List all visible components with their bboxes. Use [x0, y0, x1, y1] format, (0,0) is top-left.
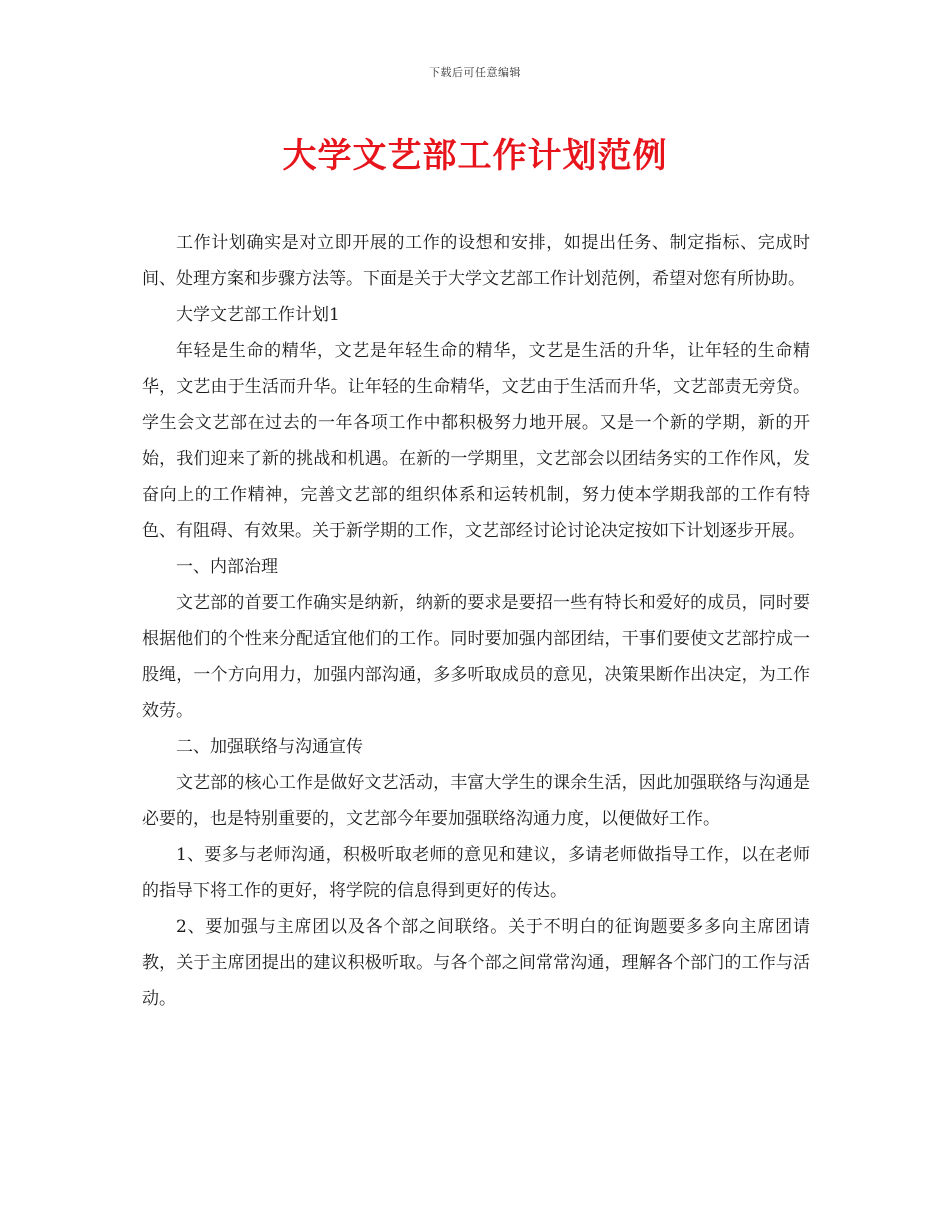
- document-title: 大学文艺部工作计划范例: [282, 136, 668, 176]
- body-paragraph: 文艺部的首要工作确实是纳新，纳新的要求是要招一些有特长和爱好的成员，同时要根据他们的个性来分配适宜他们的工作。同时要加强内部团结，干事们要使文艺部拧成一股绳，一个方向用力，加强内部沟通，多多听取成员的意见，决策果断作出决定，为工作效劳。: [142, 593, 810, 721]
- header-note: 下载后可任意编辑: [429, 66, 521, 79]
- list-item: 1、要多与老师沟通，积极听取老师的意见和建议，多请老师做指导工作，以在老师的指导下将工作的更好，将学院的信息得到更好的传达。: [142, 845, 810, 901]
- section-heading-internal-management: 一、内部治理: [176, 557, 278, 577]
- list-item: 2、要加强与主席团以及各个部之间联络。关于不明白的征询题要多多向主席团请教，关于主席团提出的建议积极听取。与各个部之间常常沟通，理解各个部门的工作与活动。: [142, 917, 810, 1009]
- intro-paragraph: 工作计划确实是对立即开展的工作的设想和安排，如提出任务、制定指标、完成时间、处理方案和步骤方法等。下面是关于大学文艺部工作计划范例，希望对您有所协助。: [142, 233, 810, 289]
- body-paragraph: 年轻是生命的精华，文艺是年轻生命的精华，文艺是生活的升华，让年轻的生命精华，文艺由于生活而升华。让年轻的生命精华，文艺由于生活而升华，文艺部责无旁贷。学生会文艺部在过去的一年各项工作中都积极努力地开展。又是一个新的学期，新的开始，我们迎来了新的挑战和机遇。在新的一学期里，文艺部会以团结务实的工作作风，发奋向上的工作精神，完善文艺部的组织体系和运转机制，努力使本学期我部的工作有特色、有阻碍、有效果。关于新学期的工作，文艺部经讨论讨论决定按如下计划逐步开展。: [142, 341, 810, 541]
- document-body: [142, 225, 810, 1017]
- section-heading-communication: 二、加强联络与沟通宣传: [176, 737, 363, 757]
- body-paragraph: 文艺部的核心工作是做好文艺活动，丰富大学生的课余生活，因此加强联络与沟通是必要的，也是特别重要的，文艺部今年要加强联络沟通力度，以便做好工作。: [142, 773, 810, 829]
- section-heading-plan-1: 大学文艺部工作计划1: [176, 305, 340, 325]
